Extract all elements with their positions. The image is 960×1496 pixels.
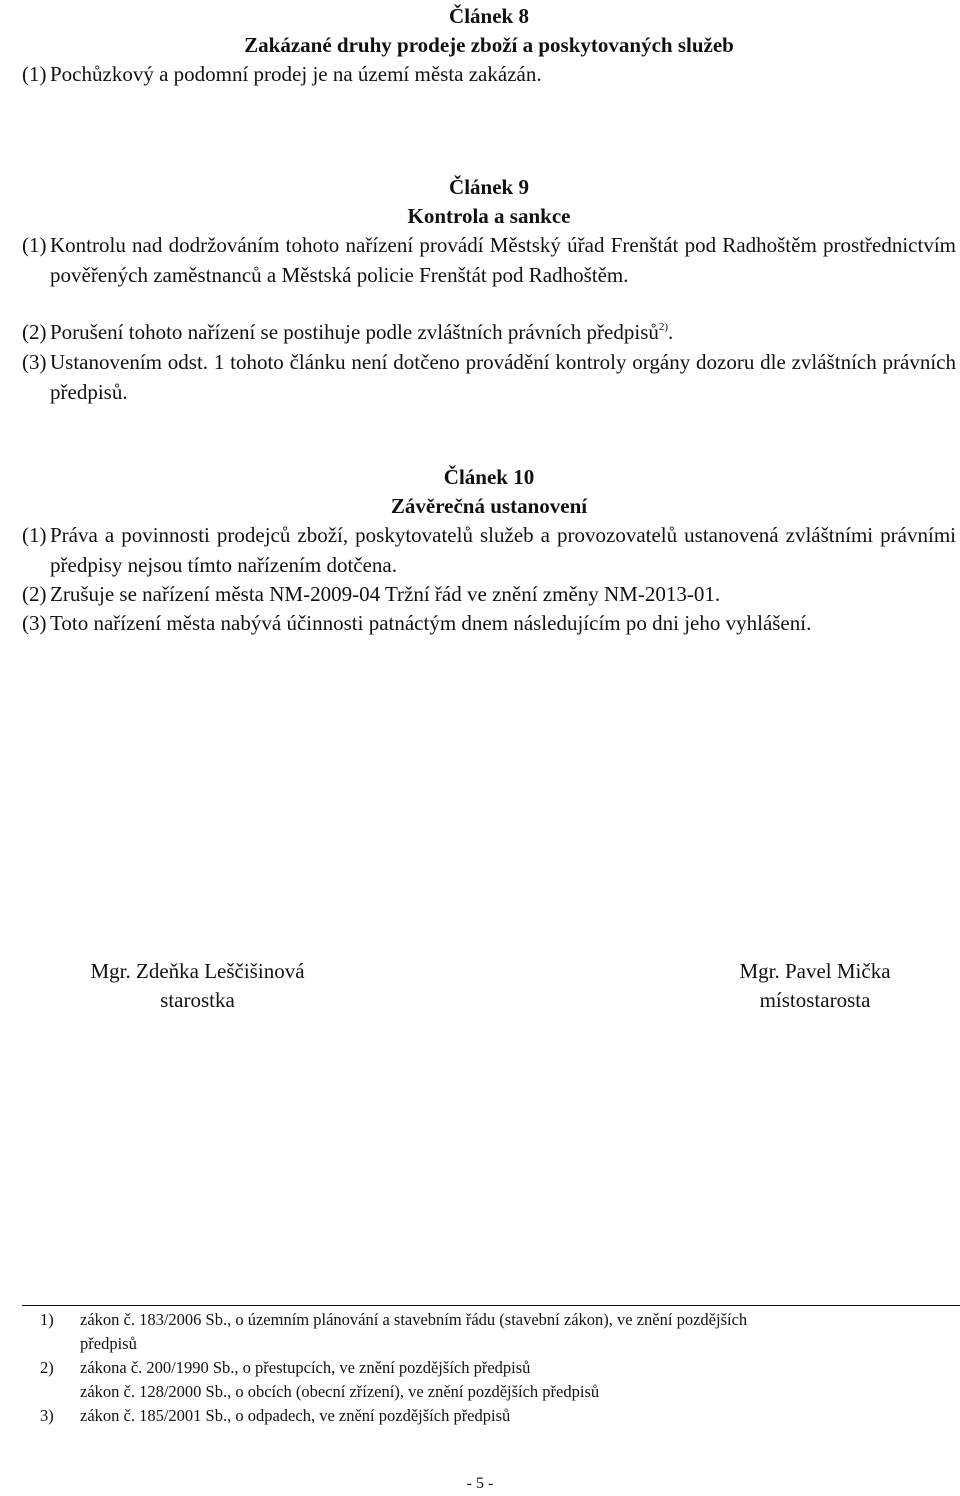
footnote-line: zákon č. 183/2006 Sb., o územním plánování a stavebním řádu (stavební zákon), ve znění pozdějších: [80, 1310, 748, 1329]
footnote-number: 2): [40, 1358, 54, 1377]
footnote-line: předpisů: [80, 1334, 137, 1353]
paragraph-text: [50, 318, 956, 348]
footnote-text: [80, 1308, 950, 1356]
article-10-paragraph-3: [22, 609, 956, 639]
footnote-line: zákon č. 185/2001 Sb., o odpadech, ve znění pozdějších předpisů: [80, 1406, 511, 1425]
paragraph-text: Práva a povinnosti prodejců zboží, poskytovatelů služeb a provozovatelů ustanovená zvláštními právními předpisy nejsou tímto nařízením dotčena.: [50, 523, 956, 577]
paragraph-text: Zrušuje se nařízení města NM-2009-04 Tržní řád ve znění změny NM-2013-01.: [50, 582, 721, 606]
paragraph-number: (2): [22, 320, 47, 344]
article-8-heading: Článek 8: [449, 4, 529, 28]
paragraph-text-end: .: [668, 320, 674, 344]
article-9-paragraph-1: [22, 231, 956, 290]
article-8-paragraph-1: [22, 60, 956, 90]
footnote-line: zákon č. 128/2000 Sb., o obcích (obecní zřízení), ve znění pozdějších předpisů: [80, 1382, 600, 1401]
footnote-number: 1): [40, 1310, 54, 1329]
paragraph-number: (1): [22, 233, 47, 257]
footnote-1: [40, 1308, 950, 1356]
signatory-role: starostka: [160, 988, 235, 1012]
article-9-paragraph-2: [22, 318, 956, 348]
footnotes: [40, 1308, 950, 1428]
paragraph-text: Kontrolu nad dodržováním tohoto nařízení provádí Městský úřad Frenštát pod Radhoštěm prostřednictvím pověřených zaměstnanců a Městská policie Frenštát pod Radhoštěm.: [50, 233, 956, 287]
footnote-text: [80, 1356, 950, 1404]
paragraph-number: (3): [22, 611, 47, 635]
page-number: - 5 -: [466, 1475, 494, 1492]
signature-left: [40, 957, 355, 1015]
article-10-paragraph-2: [22, 580, 956, 610]
signatory-name: Mgr. Pavel Mička: [739, 959, 891, 983]
article-8-title: Zakázané druhy prodeje zboží a poskytovaných služeb: [244, 33, 734, 57]
paragraph-text-main: Porušení tohoto nařízení se postihuje podle zvláštních právních předpisů: [50, 320, 659, 344]
signature-right: [680, 957, 950, 1015]
footnote-3: [40, 1404, 950, 1428]
paragraph-number: (1): [22, 523, 47, 547]
paragraph-text: Ustanovením odst. 1 tohoto článku není dotčeno provádění kontroly orgány dozoru dle zvláštních právních předpisů.: [50, 350, 956, 404]
article-10-title: Závěrečná ustanovení: [390, 494, 588, 518]
signatory-name: Mgr. Zdeňka Leščišinová: [90, 959, 305, 983]
footnote-2: [40, 1356, 950, 1404]
footnote-number: 3): [40, 1406, 54, 1425]
signatory-role: místostarosta: [759, 988, 871, 1012]
footnote-separator: [22, 1305, 960, 1306]
paragraph-text: Toto nařízení města nabývá účinnosti patnáctým dnem následujícím po dni jeho vyhlášení.: [50, 611, 812, 635]
paragraph-number: (3): [22, 350, 47, 374]
paragraph-text: Pochůzkový a podomní prodej je na území města zakázán.: [50, 62, 542, 86]
footnote-line: zákona č. 200/1990 Sb., o přestupcích, ve znění pozdějších předpisů: [80, 1358, 531, 1377]
footnote-reference: 2): [658, 321, 669, 333]
article-9-title: Kontrola a sankce: [407, 204, 571, 228]
article-9-heading: Článek 9: [449, 175, 529, 199]
footnote-text: [80, 1404, 950, 1428]
article-9-paragraph-3: [22, 348, 956, 407]
article-10-heading: Článek 10: [443, 465, 535, 489]
paragraph-number: (1): [22, 62, 47, 86]
paragraph-number: (2): [22, 582, 47, 606]
article-10-paragraph-1: [22, 521, 956, 580]
